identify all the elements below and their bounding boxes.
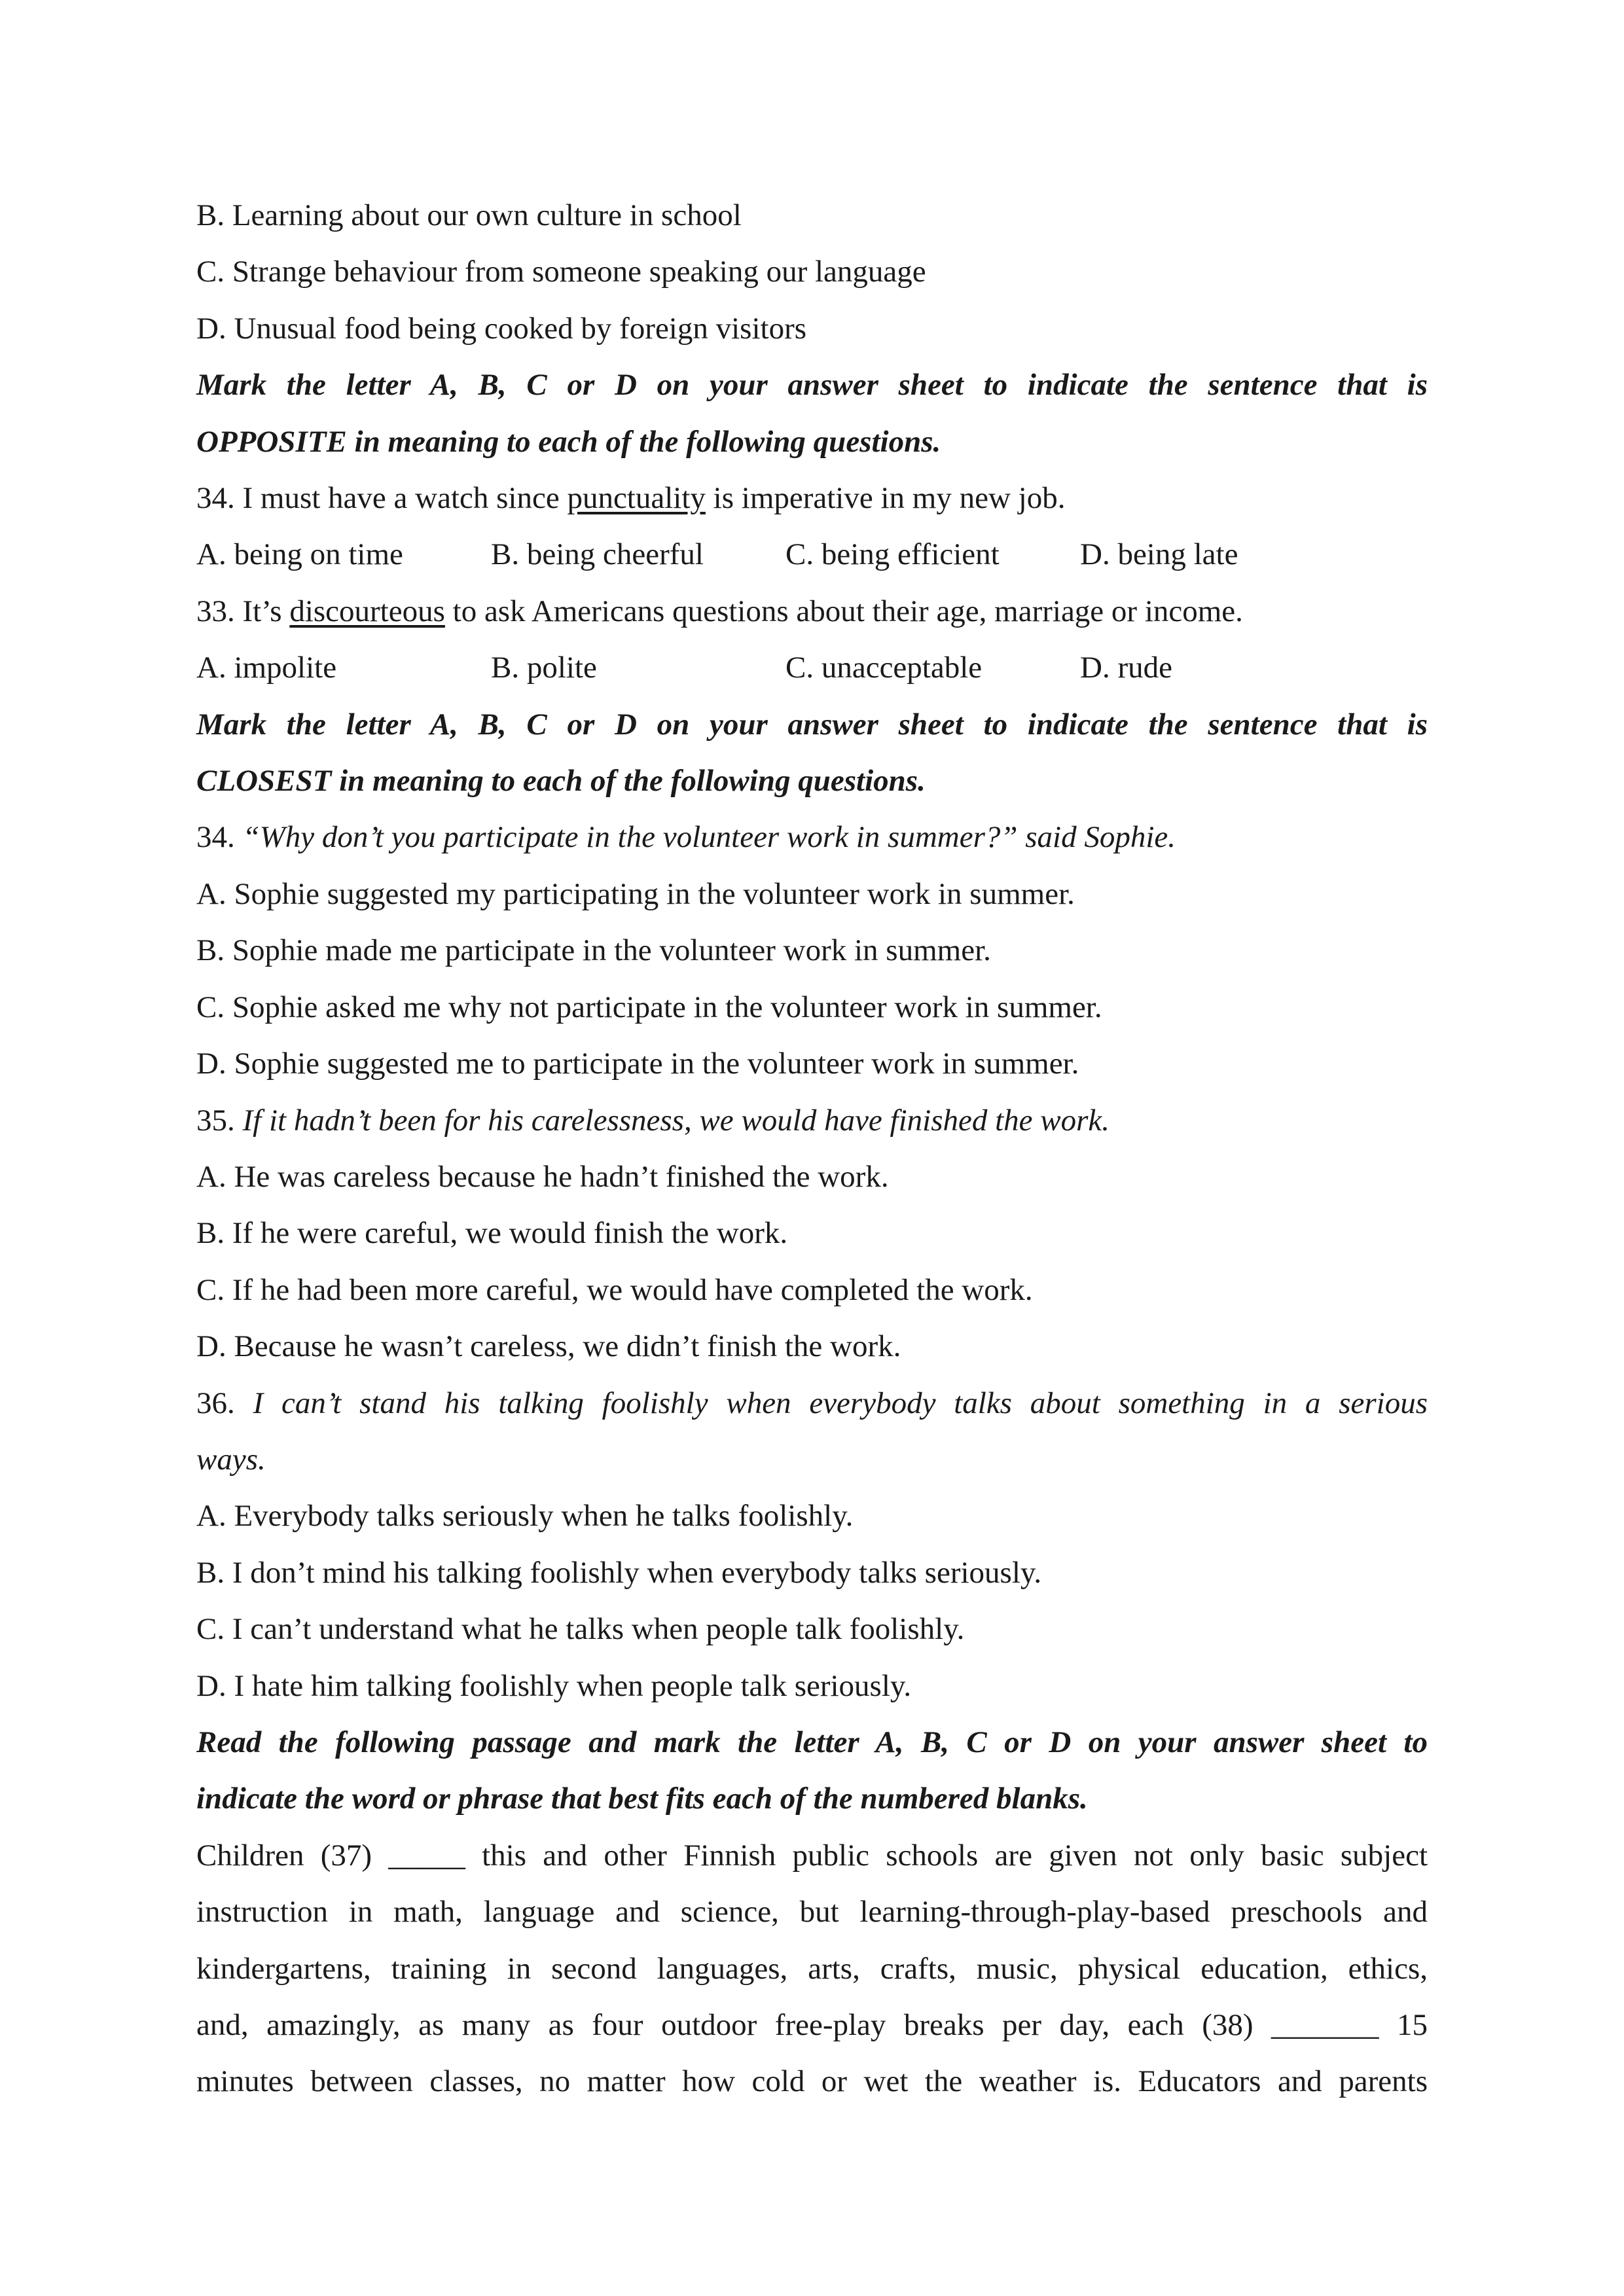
option-b-prev-question: B. Learning about our own culture in school <box>196 198 742 232</box>
section-instruction-closest-line2: CLOSEST in meaning to each of the following questions. <box>196 764 926 798</box>
question-33-text-after: to ask Americans questions about their age, marriage or income. <box>444 594 1243 628</box>
question-34-opposite <box>196 470 1428 526</box>
question-prompt-line2: ways. <box>196 1442 266 1477</box>
question-33-text-before: 33. It’s <box>196 594 290 628</box>
passage-line: Children (37) _____ this and other Finnish public schools are given not only basic subject <box>196 1838 1428 1873</box>
option-d: D. rude <box>1080 651 1172 685</box>
option-a: A. impolite <box>196 651 337 685</box>
option-d-prev-question: D. Unusual food being cooked by foreign visitors <box>196 311 807 346</box>
question-33-opposite <box>196 583 1428 639</box>
question-number: 36. <box>196 1386 253 1420</box>
option-b: B. polite <box>491 651 597 685</box>
passage-line: minutes between classes, no matter how cold or wet the weather is. Educators and parents <box>196 2064 1428 2099</box>
option-b: B. If he were careful, we would finish the work. <box>196 1216 788 1251</box>
option-c: C. being efficient <box>785 537 1000 572</box>
section-instruction-opposite-line1: Mark the letter A, B, C or D on your answer sheet to indicate the sentence that is <box>196 368 1428 403</box>
passage-line: kindergartens, training in second languages, arts, crafts, music, physical education, ethics, <box>196 1951 1428 1986</box>
question-34-options <box>196 526 1428 583</box>
option-d: D. Because he wasn’t careless, we didn’t finish the work. <box>196 1329 901 1364</box>
option-d: D. Sophie suggested me to participate in the volunteer work in summer. <box>196 1047 1079 1081</box>
option-d: D. I hate him talking foolishly when people talk seriously. <box>196 1668 912 1703</box>
question-prompt-line1: I can’t stand his talking foolishly when everybody talks about something in a serious <box>253 1386 1428 1420</box>
option-c-prev-question: C. Strange behaviour from someone speaking our language <box>196 255 926 289</box>
question-34-text-before: 34. I must have a watch since <box>196 481 568 516</box>
option-b: B. being cheerful <box>491 537 704 572</box>
option-a: A. being on time <box>196 537 403 572</box>
question-33-options <box>196 639 1428 696</box>
option-b: B. I don’t mind his talking foolishly when everybody talks seriously. <box>196 1555 1042 1590</box>
option-c: C. Sophie asked me why not participate in the volunteer work in summer. <box>196 990 1102 1024</box>
option-c: C. unacceptable <box>785 651 983 685</box>
option-c: C. If he had been more careful, we would have completed the work. <box>196 1272 1033 1307</box>
passage-line: instruction in math, language and science, but learning-through-play-based preschools and <box>196 1895 1428 1929</box>
passage-line: and, amazingly, as many as four outdoor free-play breaks per day, each (38) _______ 15 <box>196 2008 1428 2042</box>
question-34-underlined-word: punctuality <box>567 481 706 516</box>
question-number: 35. <box>196 1103 243 1138</box>
option-a: A. Sophie suggested my participating in the volunteer work in summer. <box>196 876 1075 911</box>
question-prompt: If it hadn’t been for his carelessness, we would have finished the work. <box>242 1103 1110 1138</box>
question-34-text-after: is imperative in my new job. <box>705 481 1066 516</box>
question-36 <box>196 1375 1428 1431</box>
section-instruction-opposite-line2: OPPOSITE in meaning to each of the following questions. <box>196 424 941 459</box>
section-instruction-passage-line2: indicate the word or phrase that best fits each of the numbered blanks. <box>196 1782 1088 1816</box>
question-number: 34. <box>196 820 243 855</box>
option-a: A. Everybody talks seriously when he talks foolishly. <box>196 1499 854 1534</box>
option-d: D. being late <box>1080 537 1238 572</box>
section-instruction-closest-line1: Mark the letter A, B, C or D on your answer sheet to indicate the sentence that is <box>196 707 1428 742</box>
option-a: A. He was careless because he hadn’t finished the work. <box>196 1159 889 1194</box>
question-33-underlined-word: discourteous <box>289 594 445 628</box>
question-34-closest <box>196 809 1428 865</box>
option-c: C. I can’t understand what he talks when people talk foolishly. <box>196 1612 965 1647</box>
question-prompt: “Why don’t you participate in the volunteer work in summer?” said Sophie. <box>242 820 1176 855</box>
option-b: B. Sophie made me participate in the volunteer work in summer. <box>196 933 991 968</box>
section-instruction-passage-line1: Read the following passage and mark the letter A, B, C or D on your answer sheet to <box>196 1725 1428 1759</box>
question-35 <box>196 1092 1428 1149</box>
